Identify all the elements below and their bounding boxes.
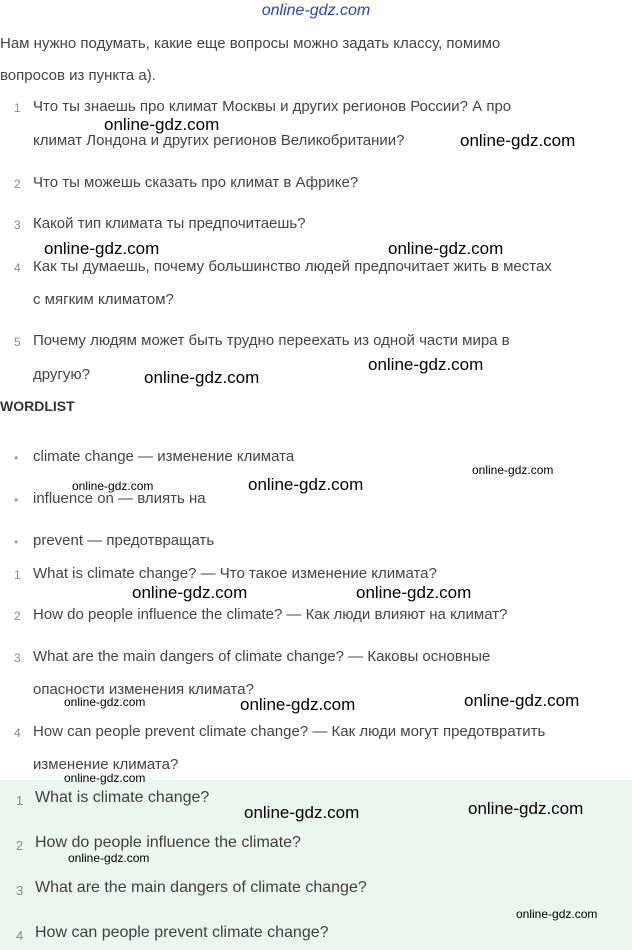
watermark: online-gdz.com — [64, 695, 146, 709]
watermark: online-gdz.com — [356, 583, 472, 602]
answer-4-text: How can people prevent climate change? — [35, 924, 329, 941]
header-watermark[interactable]: online-gdz.com — [261, 2, 371, 19]
watermark: online-gdz.com — [68, 851, 150, 865]
answer-2-number: 2 — [16, 838, 24, 853]
watermark: online-gdz.com — [244, 803, 360, 822]
answer-3-text: What are the main dangers of climate change? — [35, 879, 367, 896]
wordlist-bullet-1: • — [14, 451, 19, 465]
question-4-number: 4 — [14, 261, 21, 275]
question-2-line-1: Что ты можешь сказать про климат в Африке? — [33, 174, 359, 191]
question-1-number: 1 — [14, 101, 21, 115]
answer-4-number: 4 — [16, 928, 24, 943]
question-5-number: 5 — [14, 335, 21, 349]
intro-line-2: вопросов из пункта а). — [0, 67, 156, 84]
watermark: online-gdz.com — [240, 695, 356, 714]
translation-2-number: 2 — [14, 609, 21, 623]
translation-1-number: 1 — [14, 568, 21, 582]
question-5-line-2: другую? — [33, 366, 90, 383]
answer-1-text: What is climate change? — [35, 789, 210, 806]
question-4-line-2: с мягким климатом? — [33, 291, 174, 308]
watermark: online-gdz.com — [144, 368, 260, 387]
watermark: online-gdz.com — [132, 583, 248, 602]
wordlist-heading: WORDLIST — [0, 398, 75, 414]
watermark: online-gdz.com — [460, 131, 576, 150]
watermark: online-gdz.com — [64, 771, 146, 785]
translation-4-line-1: How can people prevent climate change? — Как люди могут предотвратить — [33, 723, 546, 740]
translation-3-line-1: What are the main dangers of climate change? — Каковы основные — [33, 648, 491, 665]
watermark: online-gdz.com — [472, 463, 554, 477]
watermark: online-gdz.com — [368, 355, 484, 374]
question-3-number: 3 — [14, 218, 21, 232]
question-5-line-1: Почему людям может быть трудно переехать из одной части мира в — [33, 332, 510, 349]
wordlist-bullet-3: • — [14, 535, 19, 549]
watermark: online-gdz.com — [104, 115, 220, 134]
wordlist-item-1: climate change — изменение климата — [33, 448, 295, 465]
question-3-line-1: Какой тип климата ты предпочитаешь? — [33, 215, 306, 232]
watermark: online-gdz.com — [44, 239, 160, 258]
translation-4-line-2: изменение климата? — [33, 756, 179, 773]
question-1-line-1: Что ты знаешь про климат Москвы и других регионов России? А про — [33, 98, 512, 115]
wordlist-item-3: prevent — предотвращать — [33, 532, 215, 549]
watermark: online-gdz.com — [464, 691, 580, 710]
wordlist-bullet-2: • — [14, 493, 19, 507]
answer-1-number: 1 — [16, 793, 24, 808]
question-1-line-2: климат Лондона и других регионов Великобритании? — [33, 132, 405, 149]
watermark: online-gdz.com — [388, 239, 504, 258]
translation-3-line-2: опасности изменения климата? — [33, 681, 254, 698]
watermark: online-gdz.com — [72, 479, 154, 493]
intro-line-1: Нам нужно подумать, какие еще вопросы можно задать классу, помимо — [0, 35, 501, 52]
answer-3-number: 3 — [16, 883, 24, 898]
translation-3-number: 3 — [14, 651, 21, 665]
watermark: online-gdz.com — [248, 475, 364, 494]
answer-2-text: How do people influence the climate? — [35, 834, 301, 851]
question-2-number: 2 — [14, 177, 21, 191]
wordlist-item-2: influence on — влиять на — [33, 490, 206, 507]
translation-4-number: 4 — [14, 726, 21, 740]
translation-1-line-1: What is climate change? — Что такое изменение климата? — [33, 565, 437, 582]
translation-2-line-1: How do people influence the climate? — Как люди влияют на климат? — [33, 606, 508, 623]
watermark: online-gdz.com — [468, 799, 584, 818]
question-4-line-1: Как ты думаешь, почему большинство людей предпочитает жить в местах — [33, 258, 552, 275]
watermark: online-gdz.com — [516, 907, 598, 921]
